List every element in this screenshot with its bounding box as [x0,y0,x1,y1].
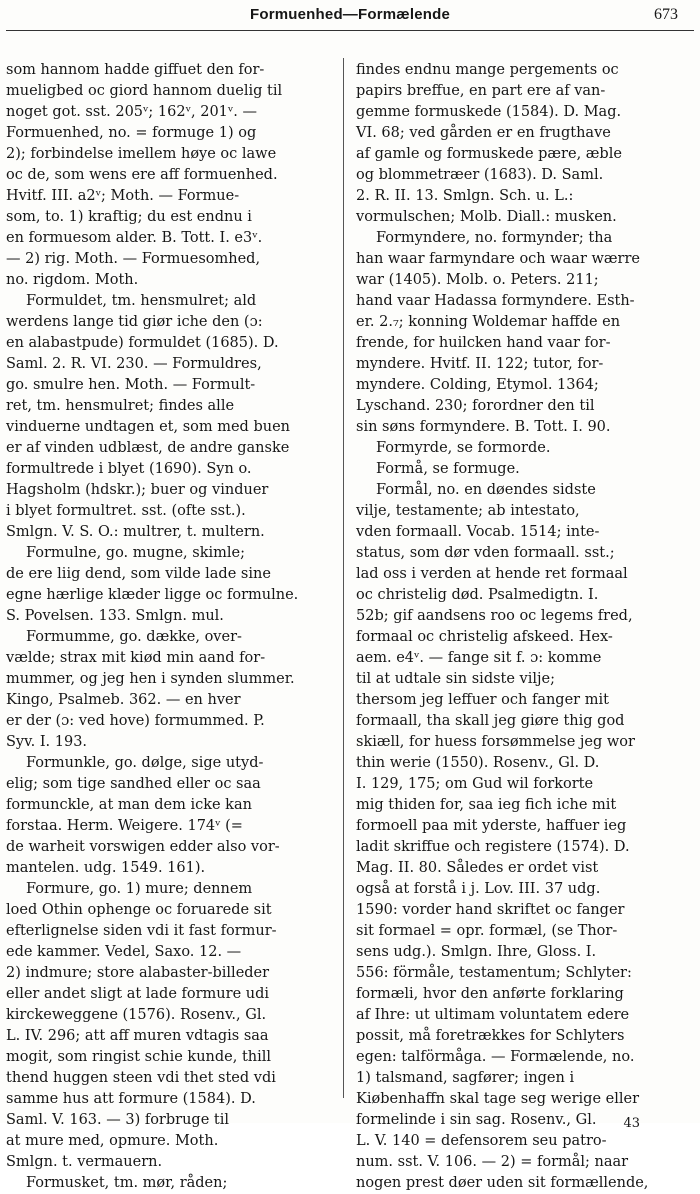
text-line: S. Povelsen. 133. Smlgn. mul. [6,608,224,624]
text-line: formunckle, at man dem icke kan [6,797,252,813]
text-line: sin søns formyndere. B. Tott. I. 90. [356,419,611,435]
text-line: Formulne, go. mugne, skimle; [26,545,245,561]
text-line: lad oss i verden at hende ret formaal [356,566,628,582]
text-line: mantelen. udg. 1549. 161). [6,860,206,876]
text-line: Mag. II. 80. Således er ordet vist [356,860,599,876]
text-line: forstaa. Herm. Weigere. 174ᵛ (= [6,818,243,834]
text-line: er der (ɔ: ved hove) formummed. P. [6,713,265,729]
header-rule [6,30,694,31]
text-line: papirs breffue, en part ere af van- [356,83,606,99]
text-line: samme hus att formure (1584). D. [6,1091,256,1107]
text-line: 2. R. II. 13. Smlgn. Sch. u. L.: [356,188,574,204]
text-line: elig; som tige sandhed eller oc saa [6,776,261,792]
text-line: gemme formuskede (1584). D. Mag. [356,104,622,120]
text-line: Kingo, Psalmeb. 362. — en hver [6,692,241,708]
text-line: som, to. 1) kraftig; du est endnu i [6,209,252,225]
signature-mark: 43 [623,1116,640,1131]
text-line: han waar farmyndare och waar wærre [356,251,640,267]
text-line: er af vinden udblæst, de andre ganske [6,440,290,456]
text-line: eller andet sligt at lade formure udi [6,986,270,1002]
text-line: Hvitf. III. a2ᵛ; Moth. — Formue- [6,188,240,204]
text-line: og blommetræer (1683). D. Saml. [356,167,604,183]
text-line: vinduerne undtagen et, som med buen [6,419,290,435]
text-line: aem. e4ᵛ. — fange sit f. ɔ: komme [356,650,602,666]
text-line: vilje, testamente; ab intestato, [356,503,580,519]
text-line: Smlgn. t. vermauern. [6,1154,163,1170]
text-line: en alabastpude) formuldet (1685). D. [6,335,279,351]
text-line: noget got. sst. 205ᵛ; 162ᵛ, 201ᵛ. — [6,104,258,120]
text-line: Formå, se formuge. [376,461,520,477]
text-line: status, som dør vden formaall. sst.; [356,545,615,561]
text-line: ret, tm. hensmulret; findes alle [6,398,235,414]
running-header: Formuenhed—Formælende [249,6,451,23]
text-line: findes endnu mange pergements oc [356,62,619,78]
text-line: formaal oc christelig afskeed. Hex- [356,629,613,645]
text-line: possit, må foretrækkes for Schlyters [356,1028,625,1044]
text-line: sit formael = opr. formæl, (se Thor- [356,923,618,939]
text-line: 52b; gif aandsens roo oc legems fred, [356,608,633,624]
text-line: efterlignelse siden vdi it fast formur- [6,923,277,939]
text-line: de warheit vorswigen edder also vor- [6,839,280,855]
text-line: frende, for huilcken hand vaar for- [356,335,611,351]
text-line: 556: förmåle, testamentum; Schlyter: [356,965,632,981]
text-line: sens udg.). Smlgn. Ihre, Gloss. I. [356,944,597,960]
text-line: oc christelig død. Psalmedigtn. I. [356,587,599,603]
text-line: Formure, go. 1) mure; dennem [26,881,253,897]
text-line: at mure med, opmure. Moth. [6,1133,219,1149]
text-line: formoell paa mit yderste, haffuer ieg [356,818,627,834]
text-line: L. V. 140 = defensorem seu patro- [356,1133,607,1149]
text-line: mig thiden for, saa ieg fich iche mit [356,797,617,813]
text-line: formaall, tha skall jeg giøre thig god [356,713,625,729]
text-line: Formunkle, go. dølge, sige utyd- [26,755,264,771]
text-line: nogen prest døer uden sit formællende, [356,1175,649,1191]
text-line: thin werie (1550). Rosenv., Gl. D. [356,755,600,771]
text-line: Saml. V. 163. — 3) forbruge til [6,1112,229,1128]
text-line: Lyschand. 230; forordner den til [356,398,595,414]
text-line: vormulschen; Molb. Diall.: musken. [356,209,617,225]
text-line: formæli, hvor den anførte forklaring [356,986,624,1002]
text-line: 1590: vorder hand skriftet oc fanger [356,902,625,918]
text-line: no. rigdom. Moth. [6,272,139,288]
column-divider [343,58,344,1098]
text-line: egen: talförmåga. — Formælende, no. [356,1049,635,1065]
text-line: også at forstå i j. Lov. III. 37 udg. [356,881,601,897]
text-line: 2); forbindelse imellem høye oc lawe [6,146,277,162]
text-line: mogit, som ringist schie kunde, thill [6,1049,272,1065]
text-line: kirckeweggene (1576). Rosenv., Gl. [6,1007,267,1023]
right-column [356,60,688,1194]
text-line: Formumme, go. dække, over- [26,629,242,645]
text-line: mummer, og jeg hen i synden slummer. [6,671,295,687]
text-line: Formuenhed, no. = formuge 1) og [6,125,257,141]
text-line: Formyndere, no. formynder; tha [376,230,613,246]
text-line: af Ihre: ut ultimam voluntatem edere [356,1007,630,1023]
left-column [6,60,332,1194]
text-line: mueligbed oc giord hannom duelig til [6,83,283,99]
text-line: egne hærlige klæder ligge oc formulne. [6,587,299,603]
text-line: Saml. 2. R. VI. 230. — Formuldres, [6,356,262,372]
text-line: 2) indmure; store alabaster-billeder [6,965,270,981]
text-line: en formuesom alder. B. Tott. I. e3ᵛ. [6,230,263,246]
text-line: myndere. Colding, Etymol. 1364; [356,377,599,393]
text-line: Formusket, tm. mør, råden; [26,1175,228,1191]
text-line: L. IV. 296; att aff muren vdtagis saa [6,1028,269,1044]
text-line: Formål, no. en døendes sidste [376,482,596,498]
text-line: formultrede i blyet (1690). Syn o. [6,461,252,477]
text-line: myndere. Hvitf. II. 122; tutor, for- [356,356,604,372]
text-line: thersom jeg leffuer och fanger mit [356,692,609,708]
text-line: thend huggen steen vdi thet sted vdi [6,1070,276,1086]
text-line: war (1405). Molb. o. Peters. 211; [356,272,599,288]
text-line: formelinde i sin sag. Rosenv., Gl. [356,1112,597,1128]
text-line: Smlgn. V. S. O.: multrer, t. multern. [6,524,265,540]
text-line: til at udtale sin sidste vilje; [356,671,555,687]
text-line: loed Othin ophenge oc foruarede sit [6,902,272,918]
text-line: skiæll, for huess forsømmelse jeg wor [356,734,635,750]
text-line: hand vaar Hadassa formyndere. Esth- [356,293,635,309]
text-line: go. smulre hen. Moth. — Formult- [6,377,256,393]
text-line: Formyrde, se formorde. [376,440,551,456]
page-number: 673 [654,6,678,23]
text-line: I. 129, 175; om Gud wil forkorte [356,776,594,792]
text-line: Kiøbenhaffn skal tage seg werige eller [356,1091,640,1107]
text-line: — 2) rig. Moth. — Formuesomhed, [6,251,261,267]
text-line: er. 2.₇; konning Woldemar haffde en [356,314,621,330]
text-line: ladit skriffue och registere (1574). D. [356,839,630,855]
text-line: num. sst. V. 106. — 2) = formål; naar [356,1154,629,1170]
text-line: VI. 68; ved gården er en frugthave [356,125,611,141]
text-line: oc de, som wens ere aff formuenhed. [6,167,278,183]
text-line: Hagsholm (hdskr.); buer og vinduer [6,482,269,498]
text-line: vden formaall. Vocab. 1514; inte- [356,524,600,540]
text-line: Syv. I. 193. [6,734,88,750]
text-line: som hannom hadde giffuet den for- [6,62,265,78]
text-line: vælde; strax mit kiød min aand for- [6,650,266,666]
text-line: ede kammer. Vedel, Saxo. 12. — [6,944,242,960]
text-line: i blyet formultret. sst. (ofte sst.). [6,503,246,519]
text-line: af gamle og formuskede pære, æble [356,146,622,162]
text-line: 1) talsmand, sagfører; ingen i [356,1070,575,1086]
text-line: de ere liig dend, som vilde lade sine [6,566,271,582]
text-line: Formuldet, tm. hensmulret; ald [26,293,257,309]
text-line: werdens lange tid giør iche den (ɔ: [6,314,263,330]
